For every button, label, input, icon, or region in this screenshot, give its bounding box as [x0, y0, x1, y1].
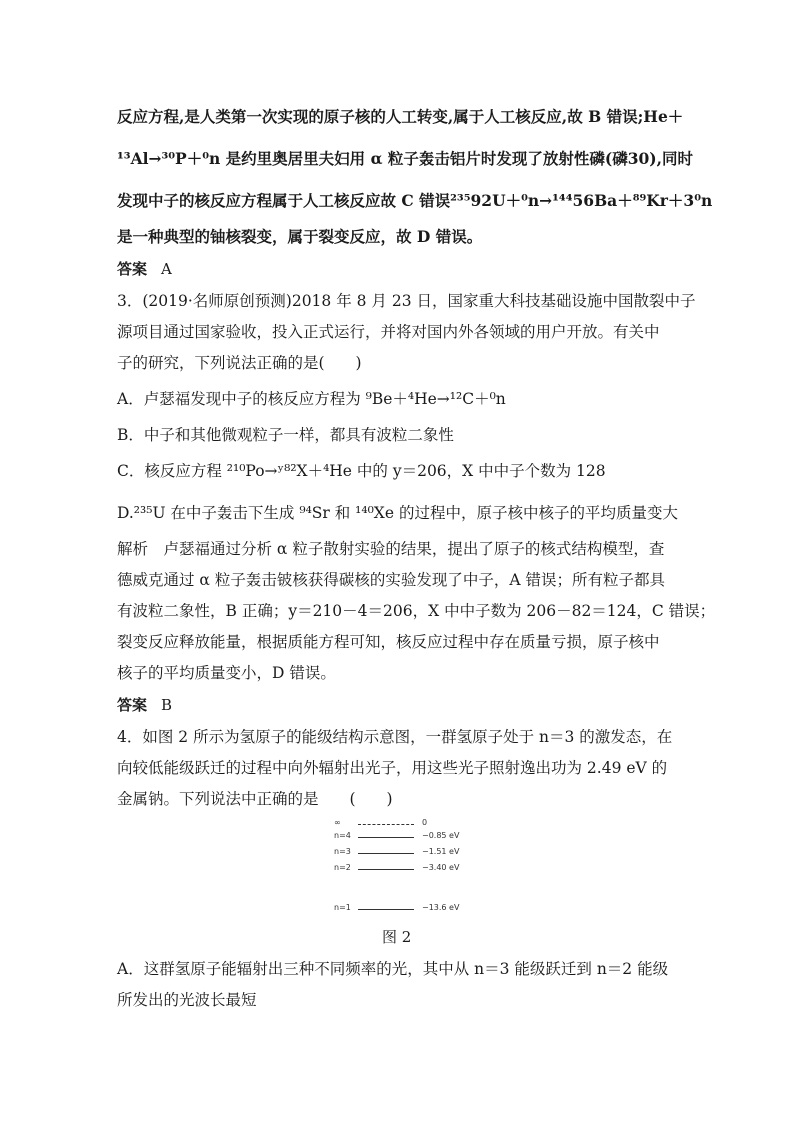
energy-level-1: [330, 903, 480, 915]
analysis-3-line: 有波粒二象性，B 正确；y＝210－4＝206，X 中中子数为 206－82＝124，C 错误；: [117, 602, 716, 620]
figure-caption: 图 2: [382, 928, 412, 946]
analysis-line: 反应方程,是人类第一次实现的原子核的人工转变,属于人工核反应,故 B 错误;He＋: [117, 107, 684, 126]
answer-value: B: [161, 696, 173, 714]
level-energy: −3.40 eV: [422, 863, 460, 872]
analysis-3-line: 裂变反应释放能量，根据质能方程可知，核反应过程中存在质量亏损，原子核中: [117, 633, 660, 651]
option-a-q4: A．这群氢原子能辐射出三种不同频率的光，其中从 n＝3 能级跃迁到 n＝2 能级: [117, 960, 669, 978]
option-c: C．核反应方程 ²¹⁰Po→ʸ⁸²X＋⁴He 中的 y＝206，X 中中子个数为 128: [117, 462, 606, 480]
level-line: [358, 869, 414, 870]
analysis-line: 是一种典型的铀核裂变，属于裂变反应，故 D 错误。: [117, 227, 483, 246]
option-b: B．中子和其他微观粒子一样，都具有波粒二象性: [117, 426, 454, 444]
question-4-line: 4．如图 2 所示为氢原子的能级结构示意图，一群氢原子处于 n＝3 的激发态，在: [117, 728, 673, 746]
level-line: [358, 824, 414, 825]
level-line: [358, 837, 414, 838]
answer-value: A: [161, 260, 172, 278]
analysis-3-line: 德威克通过 α 粒子轰击铍核获得碳核的实验发现了中子，A 错误；所有粒子都具: [117, 571, 665, 589]
analysis-3-line: 解析 卢瑟福通过分析 α 粒子散射实验的结果，提出了原子的核式结构模型，查: [117, 540, 665, 558]
level-label: ∞: [334, 818, 341, 827]
level-label: n=2: [334, 863, 351, 872]
answer-label: 答案: [117, 696, 148, 714]
analysis-3-line: 核子的平均质量变小，D 错误。: [117, 664, 336, 682]
answer-label: 答案: [117, 260, 148, 278]
energy-level-4: [330, 831, 480, 843]
level-energy: −0.85 eV: [422, 831, 460, 840]
question-4-line: 金属钠。下列说法中正确的是 ( ): [117, 790, 393, 808]
option-a-q4: 所发出的光波长最短: [117, 991, 257, 1009]
question-3-line: 3．(2019·名师原创预测)2018 年 8 月 23 日，国家重大科技基础设施中国散裂中子: [117, 292, 696, 310]
analysis-line: 发现中子的核反应方程属于人工核反应故 C 错误²³⁵92U＋⁰n→¹⁴⁴56Ba＋⁸⁹Kr＋3⁰n: [117, 191, 713, 210]
level-label: n=4: [334, 831, 351, 840]
question-3-line: 子的研究，下列说法正确的是( ): [117, 354, 362, 372]
analysis-line: ¹³Al→³⁰P＋⁰n 是约里奥居里夫妇用 α 粒子轰击铝片时发现了放射性磷(磷30),同时: [117, 149, 694, 168]
level-label: n=3: [334, 847, 351, 856]
level-energy: 0: [422, 818, 428, 827]
option-d: D.²³⁵U 在中子轰击下生成 ⁹⁴Sr 和 ¹⁴⁰Xe 的过程中，原子核中核子的平均质量变大: [117, 504, 678, 522]
energy-level-diagram: [330, 818, 480, 918]
level-label: n=1: [334, 903, 351, 912]
level-energy: −1.51 eV: [422, 847, 460, 856]
answer-row: [117, 694, 172, 715]
energy-level-2: [330, 863, 480, 875]
question-3-line: 源项目通过国家验收，投入正式运行，并将对国内外各领域的用户开放。有关中: [117, 323, 660, 341]
option-a: A．卢瑟福发现中子的核反应方程为 ⁹Be＋⁴He→¹²C＋⁰n: [117, 390, 506, 408]
level-energy: −13.6 eV: [422, 903, 460, 912]
energy-level-infinity: [330, 818, 480, 830]
level-line: [358, 909, 414, 910]
answer-row: [117, 258, 172, 279]
level-line: [358, 853, 414, 854]
energy-level-3: [330, 847, 480, 859]
question-4-line: 向较低能级跃迁的过程中向外辐射出光子，用这些光子照射逸出功为 2.49 eV 的: [117, 759, 668, 777]
